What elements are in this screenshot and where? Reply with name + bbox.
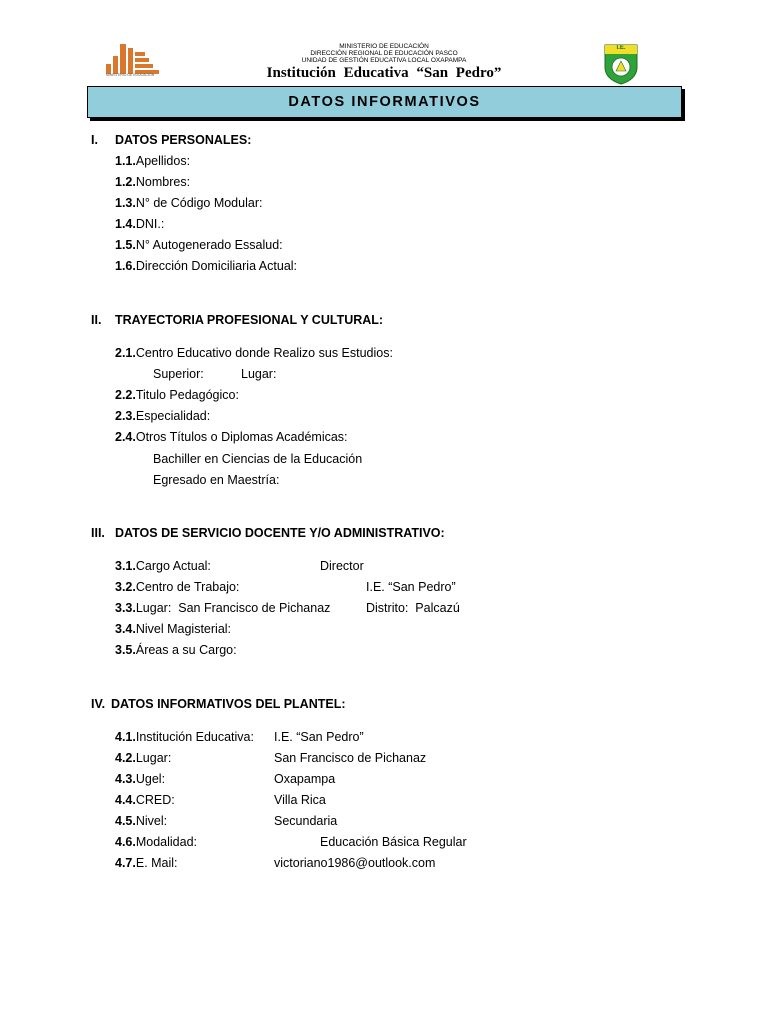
section-2-title: TRAYECTORIA PROFESIONAL Y CULTURAL: — [115, 313, 384, 327]
item-number: 1.4. — [115, 217, 136, 231]
item-4-2 — [115, 751, 171, 765]
item-label: Apellidos: — [135, 154, 191, 168]
item-label: Especialidad: — [135, 409, 211, 423]
item-3-3 — [115, 601, 330, 615]
item-number: 3.5. — [115, 643, 136, 657]
item-number: 4.4. — [115, 793, 136, 807]
section-1-number: I. — [91, 133, 98, 147]
school-shield-logo — [603, 43, 639, 86]
section-1-heading — [91, 133, 251, 147]
item-1-1 — [115, 154, 190, 168]
section-4-title: DATOS INFORMATIVOS DEL PLANTEL: — [111, 697, 346, 711]
item-number: 1.3. — [115, 196, 136, 210]
item-label: CRED: — [135, 793, 175, 807]
section-3-number: III. — [91, 526, 105, 540]
item-3-1-value: Director — [320, 559, 364, 573]
item-2-1 — [115, 346, 393, 360]
item-number: 3.4. — [115, 622, 136, 636]
item-4-6 — [115, 835, 197, 849]
item-label: Centro Educativo donde Realizo sus Estudios: — [135, 346, 393, 360]
item-1-4 — [115, 217, 164, 231]
item-1-2 — [115, 175, 190, 189]
item-number: 4.1. — [115, 730, 136, 744]
item-label: Nivel: — [135, 814, 168, 828]
item-3-2-value: I.E. “San Pedro” — [366, 580, 456, 594]
section-4-heading — [91, 697, 346, 711]
item-label: Dirección Domiciliaria Actual: — [135, 259, 298, 273]
item-2-4 — [115, 430, 348, 444]
item-label: N° Autogenerado Essalud: — [135, 238, 283, 252]
item-number: 4.5. — [115, 814, 136, 828]
item-label: Modalidad: — [135, 835, 198, 849]
item-4-5-value: Secundaria — [274, 814, 338, 828]
item-number: 3.1. — [115, 559, 136, 573]
item-label: Cargo Actual: — [135, 559, 211, 573]
item-2-2 — [115, 388, 239, 402]
item-4-6-value: Educación Básica Regular — [320, 835, 467, 849]
item-number: 4.6. — [115, 835, 136, 849]
item-number: 2.4. — [115, 430, 136, 444]
item-number: 1.2. — [115, 175, 136, 189]
item-number: 4.7. — [115, 856, 136, 870]
section-2-heading — [91, 313, 383, 327]
item-label: Institución Educativa: — [135, 730, 254, 744]
item-4-3-value: Oxapampa — [274, 772, 336, 786]
item-label: Lugar: San Francisco de Pichanaz — [135, 601, 331, 615]
ministry-name: MINISTERIO DE EDUCACIÓN — [339, 43, 429, 50]
item-4-1 — [115, 730, 254, 744]
item-number: 4.2. — [115, 751, 136, 765]
banner — [87, 86, 682, 118]
institution-title: Institución Educativa “San Pedro” — [266, 65, 502, 81]
item-number: 1.5. — [115, 238, 136, 252]
shield-letters: I.E. — [616, 45, 626, 51]
item-number: 2.2. — [115, 388, 136, 402]
section-3-title: DATOS DE SERVICIO DOCENTE Y/O ADMINISTRATIVO: — [115, 526, 445, 540]
item-number: 4.3. — [115, 772, 136, 786]
section-3-heading — [91, 526, 445, 540]
item-label: E. Mail: — [135, 856, 178, 870]
item-label: Nivel Magisterial: — [135, 622, 232, 636]
section-2-number: II. — [91, 313, 102, 327]
item-label: Centro de Trabajo: — [135, 580, 240, 594]
lugar-label: Lugar: — [241, 367, 277, 381]
ugel-name: UNIDAD DE GESTIÓN EDUCATIVA LOCAL OXAPAMPA — [301, 57, 467, 64]
item-3-1 — [115, 559, 211, 573]
item-4-3 — [115, 772, 165, 786]
item-4-7 — [115, 856, 178, 870]
item-2-3 — [115, 409, 210, 423]
item-label: Otros Títulos o Diplomas Académicas: — [135, 430, 348, 444]
item-number: 2.3. — [115, 409, 136, 423]
item-label: Lugar: — [135, 751, 172, 765]
item-number: 1.1. — [115, 154, 136, 168]
bachiller-line: Bachiller en Ciencias de la Educación — [153, 452, 363, 466]
item-4-1-value: I.E. “San Pedro” — [274, 730, 364, 744]
maestria-line: Egresado en Maestría: — [153, 473, 280, 487]
ministry-logo-caption: MINISTERIO DE EDUCACIÓN — [106, 73, 155, 77]
item-3-2 — [115, 580, 239, 594]
item-4-7-value[interactable]: victoriano1986@outlook.com — [274, 856, 436, 870]
item-3-3-value: Distrito: Palcazú — [366, 601, 460, 615]
item-number: 3.2. — [115, 580, 136, 594]
item-3-5 — [115, 643, 237, 657]
item-number: 1.6. — [115, 259, 136, 273]
item-label: DNI.: — [135, 217, 165, 231]
item-4-4 — [115, 793, 175, 807]
superior-label: Superior: — [153, 367, 204, 381]
item-label: Ugel: — [135, 772, 166, 786]
item-1-5 — [115, 238, 283, 252]
item-label: N° de Código Modular: — [135, 196, 263, 210]
item-4-5 — [115, 814, 167, 828]
item-label: Áreas a su Cargo: — [135, 643, 237, 657]
item-1-3 — [115, 196, 262, 210]
banner-title: DATOS INFORMATIVOS — [288, 94, 481, 110]
item-number: 3.3. — [115, 601, 136, 615]
section-1-title: DATOS PERSONALES: — [115, 133, 252, 147]
item-label: Titulo Pedagógico: — [135, 388, 239, 402]
ministry-logo — [104, 42, 162, 78]
item-4-2-value: San Francisco de Pichanaz — [274, 751, 427, 765]
item-1-6 — [115, 259, 297, 273]
section-4-number: IV. — [91, 697, 106, 711]
item-4-4-value: Villa Rica — [274, 793, 326, 807]
item-number: 2.1. — [115, 346, 136, 360]
regional-direction: DIRECCIÓN REGIONAL DE EDUCACIÓN PASCO — [310, 50, 458, 57]
item-label: Nombres: — [135, 175, 191, 189]
item-3-4 — [115, 622, 231, 636]
